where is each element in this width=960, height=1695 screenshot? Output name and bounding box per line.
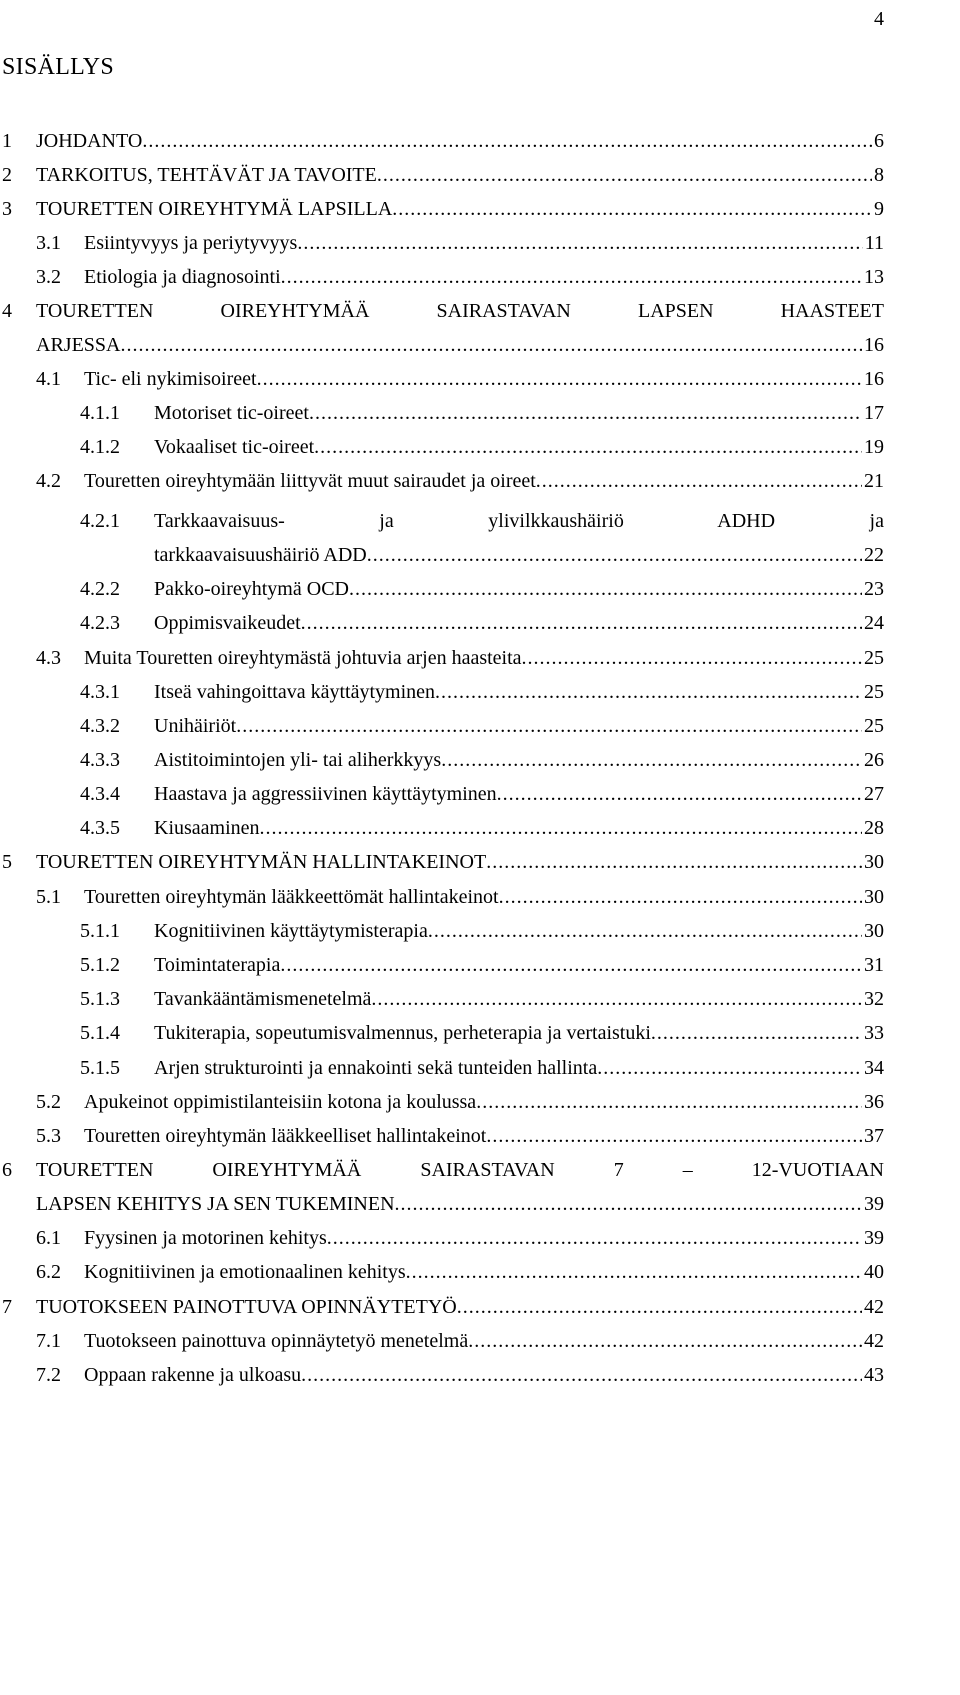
toc-entry-page: 25	[864, 647, 884, 669]
toc-entry-title: Unihäiriöt	[154, 715, 237, 737]
toc-entry-title: tarkkaavaisuushäiriö ADD	[154, 544, 367, 566]
toc-entry-title: Motoriset tic-oireet	[154, 402, 309, 424]
toc-entry-title-line1: Tarkkaavaisuus- ja ylivilkkaushäiriö ADHD ja	[154, 510, 884, 532]
toc-entry-title: Kognitiivinen ja emotionaalinen kehitys	[84, 1261, 406, 1283]
toc-entry-page: 23	[864, 578, 884, 600]
toc-entry-page: 21	[864, 470, 884, 492]
dot-leader	[301, 611, 862, 635]
dot-leader	[457, 1295, 862, 1319]
toc-entry-title: Toimintaterapia	[154, 954, 281, 976]
dot-leader	[597, 1056, 862, 1080]
dot-leader	[257, 367, 862, 391]
toc-entry-page: 6	[874, 130, 884, 152]
toc-entry-title: Esiintyvyys ja periytyvyys	[84, 232, 298, 254]
toc-entry-number: 7	[2, 1296, 12, 1318]
toc-entry-number: 4.2.1	[80, 510, 120, 532]
toc-entry-number: 7.2	[36, 1364, 61, 1386]
toc-entry-page: 30	[864, 920, 884, 942]
toc-entry-page: 37	[864, 1125, 884, 1147]
dot-leader	[392, 197, 872, 221]
toc-entry-page: 13	[864, 266, 884, 288]
dot-leader	[441, 748, 862, 772]
toc-entry-page: 28	[864, 817, 884, 839]
dot-leader	[522, 646, 862, 670]
toc-entry-title: Muita Touretten oireyhtymästä johtuvia arjen haasteita	[84, 647, 522, 669]
toc-entry-title: TOURETTEN OIREYHTYMÄ LAPSILLA	[36, 198, 393, 220]
toc-entry-number: 3.2	[36, 266, 61, 288]
toc-entry-title: Arjen strukturointi ja ennakointi sekä tunteiden hallinta	[154, 1057, 598, 1079]
toc-entry-page: 42	[864, 1296, 884, 1318]
dot-leader	[428, 919, 862, 943]
toc-entry-page: 30	[864, 851, 884, 873]
toc-entry-number: 5.1.3	[80, 988, 120, 1010]
toc-entry-title: Itseä vahingoittava käyttäytyminen	[154, 681, 436, 703]
toc-entry-title: TOURETTEN OIREYHTYMÄN HALLINTAKEINOT	[36, 851, 487, 873]
dot-leader	[651, 1021, 862, 1045]
toc-entry-page: 43	[864, 1364, 884, 1386]
toc-entry-page: 30	[864, 886, 884, 908]
toc-entry-page: 27	[864, 783, 884, 805]
toc-entry-number: 2	[2, 164, 12, 186]
toc-entry-number: 4.3.4	[80, 783, 120, 805]
dot-leader	[406, 1260, 862, 1284]
toc-entry-number: 5.3	[36, 1125, 61, 1147]
dot-leader	[142, 129, 872, 153]
toc-entry-title: Kognitiivinen käyttäytymisterapia	[154, 920, 428, 942]
toc-entry-number: 4.3.2	[80, 715, 120, 737]
dot-leader	[371, 987, 862, 1011]
toc-entry-number: 4.1	[36, 368, 61, 390]
toc-entry-page: 25	[864, 715, 884, 737]
dot-leader	[301, 1363, 862, 1387]
dot-leader	[349, 577, 862, 601]
toc-entry-number: 5.1.4	[80, 1022, 120, 1044]
toc-entry-title: JOHDANTO	[36, 130, 143, 152]
toc-entry-number: 6.2	[36, 1261, 61, 1283]
toc-entry-page: 36	[864, 1091, 884, 1113]
toc-entry-number: 5	[2, 851, 12, 873]
toc-entry-title: Tuotokseen painottuva opinnäytetyö menetelmä	[84, 1330, 469, 1352]
toc-entry-page: 26	[864, 749, 884, 771]
toc-entry-page: 39	[864, 1227, 884, 1249]
toc-entry-page: 16	[864, 334, 884, 356]
toc-entry-number: 4.2.3	[80, 612, 120, 634]
dot-leader	[395, 1192, 862, 1216]
dot-leader	[281, 265, 862, 289]
dot-leader	[486, 1124, 862, 1148]
toc-entry-page: 39	[864, 1193, 884, 1215]
toc-entry-number: 5.1	[36, 886, 61, 908]
toc-entry-number: 4.1.2	[80, 436, 120, 458]
toc-entry-title: Oppimisvaikeudet	[154, 612, 301, 634]
toc-entry-page: 42	[864, 1330, 884, 1352]
toc-entry-title: Vokaaliset tic-oireet	[154, 436, 315, 458]
toc-entry-page: 32	[864, 988, 884, 1010]
toc-entry-title: TARKOITUS, TEHTÄVÄT JA TAVOITE	[36, 164, 377, 186]
toc-entry-page: 33	[864, 1022, 884, 1044]
toc-entry-number: 4.2.2	[80, 578, 120, 600]
toc-entry-title: Kiusaaminen	[154, 817, 260, 839]
toc-entry-number: 4.2	[36, 470, 61, 492]
toc-entry-number: 5.1.1	[80, 920, 120, 942]
toc-entry-title: Fyysinen ja motorinen kehitys	[84, 1227, 327, 1249]
toc-entry-title: Tic- eli nykimisoireet	[84, 368, 257, 390]
toc-entry-page: 11	[864, 232, 884, 254]
dot-leader	[435, 680, 862, 704]
toc-entry-page: 40	[864, 1261, 884, 1283]
toc-entry-page: 9	[874, 198, 884, 220]
toc-entry-number: 4.3.1	[80, 681, 120, 703]
toc-entry-title-line1: TOURETTEN OIREYHTYMÄÄ SAIRASTAVAN 7 – 12-VUOTIAAN	[36, 1159, 884, 1181]
toc-entry-title: Touretten oireyhtymän lääkkeettömät hallintakeinot	[84, 886, 499, 908]
toc-entry-number: 7.1	[36, 1330, 61, 1352]
toc-entry-title: Tukiterapia, sopeutumisvalmennus, perheterapia ja vertaistuki	[154, 1022, 651, 1044]
toc-entry-number: 5.1.2	[80, 954, 120, 976]
toc-entry-title: Pakko-oireyhtymä OCD	[154, 578, 349, 600]
toc-entry-number: 6.1	[36, 1227, 61, 1249]
toc-entry-page: 8	[874, 164, 884, 186]
toc-entry-number: 3	[2, 198, 12, 220]
dot-leader	[536, 469, 862, 493]
dot-leader	[497, 782, 862, 806]
dot-leader	[309, 401, 862, 425]
toc-entry-title: Apukeinot oppimistilanteisiin kotona ja koulussa	[84, 1091, 477, 1113]
toc-entry-title: Tavankääntämismenetelmä	[154, 988, 372, 1010]
dot-leader	[486, 850, 862, 874]
dot-leader	[367, 543, 862, 567]
toc-entry-title: Haastava ja aggressiivinen käyttäytyminen	[154, 783, 497, 805]
dot-leader	[468, 1329, 862, 1353]
toc-entry-title: LAPSEN KEHITYS JA SEN TUKEMINEN	[36, 1193, 395, 1215]
dot-leader	[297, 231, 862, 255]
toc-entry-number: 1	[2, 130, 12, 152]
toc-entry-number: 4.3.3	[80, 749, 120, 771]
dot-leader	[120, 333, 862, 357]
toc-entry-page: 17	[864, 402, 884, 424]
dot-leader	[314, 435, 862, 459]
dot-leader	[476, 1090, 862, 1114]
toc-entry-title: Etiologia ja diagnosointi	[84, 266, 281, 288]
dot-leader	[280, 953, 862, 977]
page-number: 4	[874, 8, 884, 30]
toc-entry-page: 31	[864, 954, 884, 976]
toc-entry-number: 5.2	[36, 1091, 61, 1113]
toc-entry-number: 4	[2, 300, 12, 322]
toc-entry-title: TUOTOKSEEN PAINOTTUVA OPINNÄYTETYÖ	[36, 1296, 457, 1318]
toc-entry-number: 5.1.5	[80, 1057, 120, 1079]
toc-entry-number: 6	[2, 1159, 12, 1181]
toc-entry-title: Oppaan rakenne ja ulkoasu	[84, 1364, 302, 1386]
toc-entry-page: 24	[864, 612, 884, 634]
dot-leader	[260, 816, 862, 840]
dot-leader	[327, 1226, 862, 1250]
toc-entry-page: 16	[864, 368, 884, 390]
toc-entry-title: Aistitoimintojen yli- tai aliherkkyys	[154, 749, 442, 771]
toc-entry-title-line1: TOURETTEN OIREYHTYMÄÄ SAIRASTAVAN LAPSEN HAASTEET	[36, 300, 884, 322]
toc-entry-number: 4.3.5	[80, 817, 120, 839]
toc-entry-page: 19	[864, 436, 884, 458]
toc-heading: SISÄLLYS	[2, 54, 115, 80]
toc-entry-title: ARJESSA	[36, 334, 121, 356]
toc-entry-page: 34	[864, 1057, 884, 1079]
dot-leader	[499, 885, 862, 909]
toc-entry-title: Touretten oireyhtymän lääkkeelliset hallintakeinot	[84, 1125, 487, 1147]
toc-entry-page: 22	[864, 544, 884, 566]
toc-entry-number: 4.3	[36, 647, 61, 669]
toc-entry-number: 4.1.1	[80, 402, 120, 424]
dot-leader	[377, 163, 872, 187]
dot-leader	[236, 714, 862, 738]
toc-entry-title: Touretten oireyhtymään liittyvät muut sairaudet ja oireet	[84, 470, 536, 492]
toc-entry-page: 25	[864, 681, 884, 703]
toc-entry-number: 3.1	[36, 232, 61, 254]
